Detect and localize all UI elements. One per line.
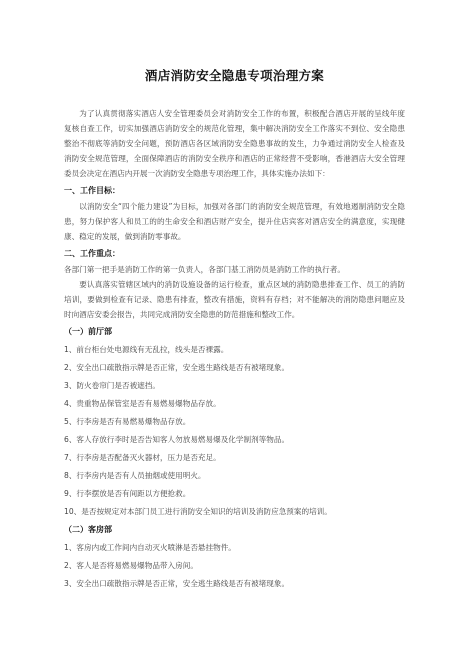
list-item: 1、前台柜台处电源线有无乱拉，线头是否裸露。: [64, 345, 229, 354]
list-item: 7、行李房是否配备灭火器材，压力是否充足。: [64, 453, 221, 462]
list-item: 2、安全出口疏散指示牌是否正常，安全逃生路线是否有被堵现象。: [64, 363, 290, 372]
list-item: 10、是否按规定对本部门员工进行消防安全知识的培训及消防应急预案的培训。: [64, 507, 332, 516]
list-item: 1、客房内或工作间内自动灭火喷淋是否悬挂物件。: [64, 543, 236, 552]
front-office-list: [64, 342, 405, 519]
list-item: 9、行李摆放是否有间距以方便抢救。: [64, 489, 191, 498]
list-item: 3、安全出口疏散指示牌是否正常，安全逃生路线是否有被堵现象。: [64, 579, 290, 588]
subsection-heading-front-office: （一）前厅部: [64, 327, 112, 336]
goals-paragraph: 以消防安全“四个能力建设”为目标，加强对各部门的消防安全规范管理，有效地遏制消防安全隐患，努力保护客人和员工的的生命安全和酒店财产安全，提升住店宾客对酒店安全的满意度，实现健康、稳定的发展，做到消防零事故。: [64, 202, 405, 241]
list-item: 2、客人是否将易燃易爆物品带入房间。: [64, 561, 198, 570]
section-heading-goals: 一、工作目标：: [64, 186, 120, 195]
list-item: 5、行李房是否有易燃易爆物品存放。: [64, 417, 191, 426]
section-heading-focus: 二、工作重点：: [64, 249, 120, 258]
document-title: 酒店消防安全隐患专项治理方案: [144, 68, 325, 83]
list-item: 3、防火卷帘门是否被遮挡。: [64, 381, 160, 390]
list-item: 4、贵重物品保管室是否有易燃易爆物品存放。: [64, 399, 221, 408]
focus-paragraph-2: 要认真落实管辖区域内的消防设施设备的运行检查，重点区域的消防隐患排查工作、员工的消防培训，要做到检查有记录、隐患有排查，整改有措施，资料有存档；对不能解决的消防隐患问题应及时向酒店安委会报告，共同完成消防安全隐患的防范措施和整改工作。: [64, 280, 405, 319]
subsection-heading-housekeeping: （二）客房部: [64, 525, 112, 534]
focus-paragraph-1: 各部门第一把手是消防工作的第一负责人，各部门基工消防员是消防工作的执行者。: [64, 265, 345, 274]
intro-paragraph: 为了认真贯彻落实酒店人安全管理委员会对消防安全工作的布置，积极配合酒店开展的呈线年度复核自查工作，切实加强酒店消防安全的规范化管理，集中解决消防安全工作落实不到位、安全隐患整治不彻底等消防安全问题，预防酒店各区域消防安全隐患事故的发生，力争通过消防安全人检查及消防安全规范管理，全面保障酒店的消防安全秩序和酒店的正常经营不受影响，香港酒店大安全管理委员会决定在酒店内开展一次消防安全隐患专项治理工作，具体实施办法如下：: [64, 109, 405, 178]
list-item: 8、行李房内是否有人员抽烟或使用明火。: [64, 471, 206, 480]
list-item: 6、客人存放行李时是否告知客人勿放易燃易爆及化学制剂等物品。: [64, 435, 290, 444]
housekeeping-list: [64, 540, 405, 591]
